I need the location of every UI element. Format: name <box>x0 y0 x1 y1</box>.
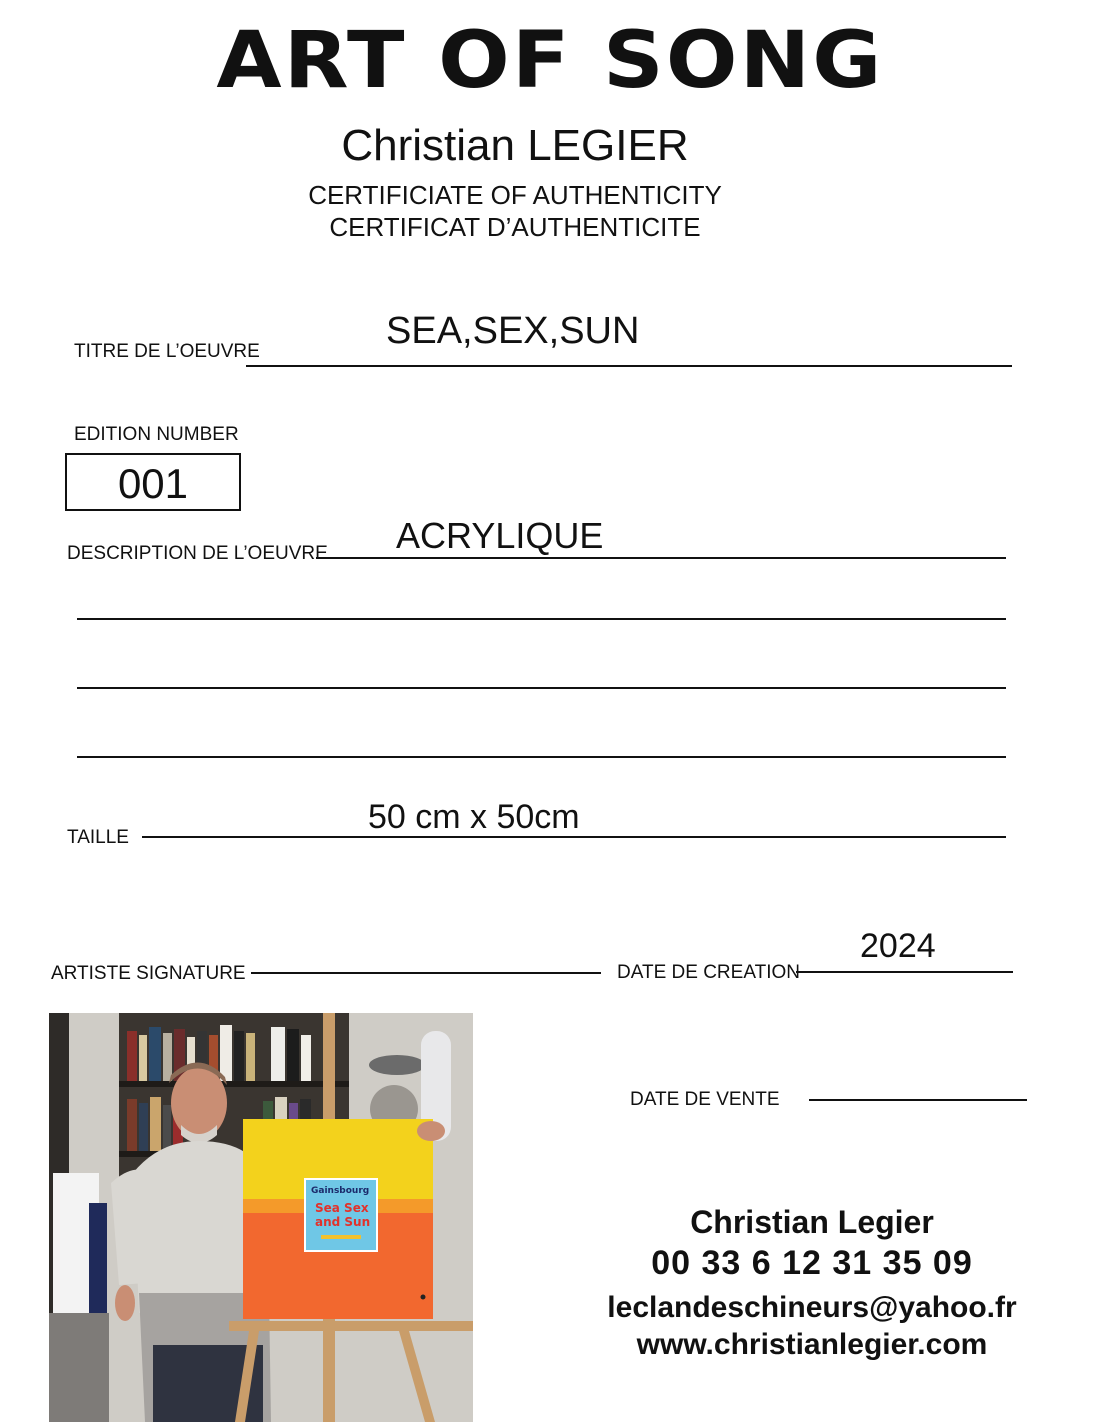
creation-date-value: 2024 <box>860 927 936 965</box>
album-title-line-2: and Sun <box>315 1215 371 1229</box>
size-value: 50 cm x 50cm <box>368 798 580 836</box>
certificate-title-en: CERTIFICIATE OF AUTHENTICITY <box>308 180 722 210</box>
description-label: DESCRIPTION DE L’OEUVRE <box>67 543 328 564</box>
album-artist-text: Gainsbourg <box>311 1186 370 1196</box>
description-line-4 <box>77 756 1006 758</box>
size-label: TAILLE <box>67 827 129 848</box>
description-line-3 <box>77 687 1006 689</box>
signature-line <box>251 972 601 974</box>
size-line <box>142 836 1006 838</box>
sale-date-label: DATE DE VENTE <box>630 1089 780 1110</box>
description-value: ACRYLIQUE <box>396 515 604 556</box>
brand-title: ART OF SONG <box>216 16 884 106</box>
artist-photo-illustration <box>49 1013 473 1422</box>
signature-label: ARTISTE SIGNATURE <box>51 963 246 984</box>
contact-email[interactable]: leclandeschineurs@yahoo.fr <box>607 1291 1017 1324</box>
artist-photo <box>49 1013 473 1422</box>
creation-date-line <box>796 971 1013 973</box>
description-line-2 <box>77 618 1006 620</box>
title-line <box>246 365 1012 367</box>
contact-phone: 00 33 6 12 31 35 09 <box>651 1244 973 1282</box>
creation-date-label: DATE DE CREATION <box>617 962 800 983</box>
title-label: TITRE DE L’OEUVRE <box>74 341 260 362</box>
edition-label: EDITION NUMBER <box>74 424 239 445</box>
artist-name: Christian LEGIER <box>341 121 689 170</box>
contact-website[interactable]: www.christianlegier.com <box>636 1328 988 1361</box>
album-title-line-1: Sea Sex <box>315 1201 369 1215</box>
certificate-title-fr: CERTIFICAT D’AUTHENTICITE <box>329 212 701 242</box>
description-line-1 <box>316 557 1006 559</box>
title-value: SEA,SEX,SUN <box>386 310 640 352</box>
sale-date-line <box>809 1099 1027 1101</box>
edition-value: 001 <box>117 460 189 507</box>
contact-name: Christian Legier <box>690 1204 934 1240</box>
